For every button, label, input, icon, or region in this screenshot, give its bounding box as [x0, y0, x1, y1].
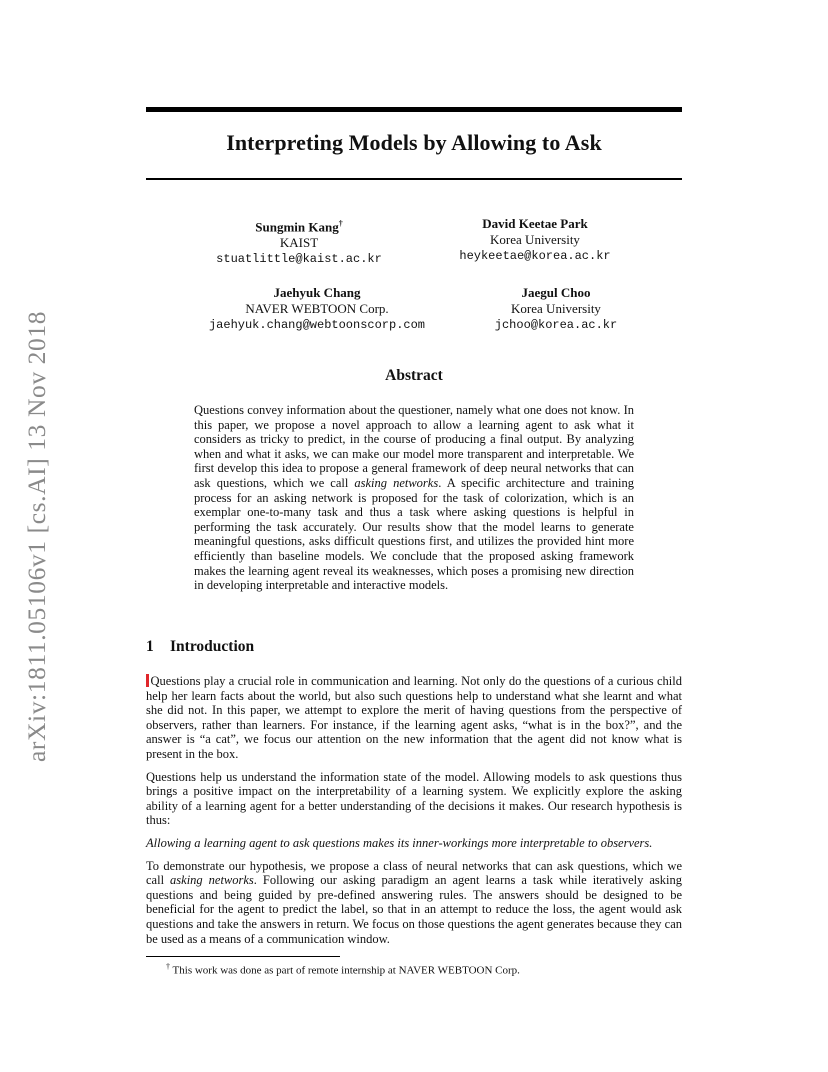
- hypothesis-statement: Allowing a learning agent to ask questions makes its inner-workings more interpretable to observers.: [146, 835, 653, 850]
- author-name: David Keetae Park: [482, 216, 588, 231]
- paper-title: Interpreting Models by Allowing to Ask: [226, 130, 602, 155]
- section-number: 1: [146, 638, 154, 655]
- annotation-marker: [146, 674, 149, 687]
- footnote-rule: [146, 956, 340, 957]
- arxiv-identifier: arXiv:1811.05106v1 [cs.AI] 13 Nov 2018: [22, 310, 51, 762]
- author-block: [187, 285, 447, 333]
- author-block: [405, 216, 665, 264]
- author-affiliation: Korea University: [490, 232, 580, 247]
- author-email[interactable]: jaehyuk.chang@webtoonscorp.com: [208, 318, 426, 332]
- section-title: Introduction: [170, 638, 255, 655]
- paragraph: To demonstrate our hypothesis, we propose a class of neural networks that can ask questions, which we call asking networks. Following our asking paradigm an agent learns a task while iteratively asking questions and being guided by pre-defined answering rules. The answers should be designed to be beneficial for the agent to predict the label, so that in an attempt to reduce the loss, the agent would ask questions and take the answers in return. We focus on those questions the agent generates because they can be used as a means of a communication window.: [146, 858, 682, 946]
- author-name: Jaegul Choo: [521, 285, 591, 300]
- author-email[interactable]: stuatlittle@kaist.ac.kr: [216, 252, 382, 267]
- section-heading-introduction: [146, 638, 254, 656]
- author-affiliation: KAIST: [279, 235, 319, 251]
- footnote: † This work was done as part of remote internship at NAVER WEBTOON Corp.: [166, 962, 520, 977]
- title-top-rule: [146, 107, 682, 112]
- author-affiliation: NAVER WEBTOON Corp.: [245, 301, 389, 316]
- author-name: Sungmin Kang†: [255, 219, 343, 235]
- paragraph: Questions play a crucial role in communication and learning. Not only do the questions of a curious child help her learn facts about the world, but also such questions help to understand what she learnt and what she did not. In this paper, we attempt to explore the merit of having questions from the perspective of observers, rather than learners. For instance, if the learning agent asks, “what is in the box?”, and the answer is “a cat”, we focus our attention on the new information that the agent did not know what is present in the box.: [146, 674, 682, 761]
- paragraph: Questions help us understand the information state of the model. Allowing models to ask questions thus brings a positive impact on the interpretability of a learning system. We explicitly explore the asking ability of a learning agent for a better understanding of the decisions it makes. Our research hypothesis is thus:: [146, 769, 682, 828]
- author-affiliation: Korea University: [511, 301, 601, 316]
- introduction-body: [146, 674, 682, 954]
- author-email[interactable]: heykeetae@korea.ac.kr: [459, 249, 611, 263]
- title-bottom-rule: [146, 178, 682, 180]
- abstract-text: Questions convey information about the questioner, namely what one does not know. In this paper, we propose a novel approach to allow a learning agent to ask what it considers as tricky to predict, in the course of producing a final output. By analyzing when and what it asks, we can make our model more transparent and interpretable. We first develop this idea to propose a general framework of deep neural networks that can ask questions, which we call asking networks. A specific architecture and training process for an asking network is proposed for the task of colorization, which is an exemplar one-to-many task and thus a task where asking questions is helpful in performing the task accurately. Our results show that the model learns to generate meaningful questions, asks difficult questions first, and utilizes the provided hint more efficiently than baseline models. We conclude that the proposed asking framework makes the learning agent reveal its weaknesses, which poses a promising new direction in developing interpretable and interactive models.: [194, 403, 634, 593]
- author-email[interactable]: jchoo@korea.ac.kr: [494, 318, 618, 332]
- abstract-heading: Abstract: [385, 367, 443, 384]
- author-block: [169, 216, 429, 267]
- author-name: Jaehyuk Chang: [273, 285, 361, 300]
- author-block: [426, 285, 686, 333]
